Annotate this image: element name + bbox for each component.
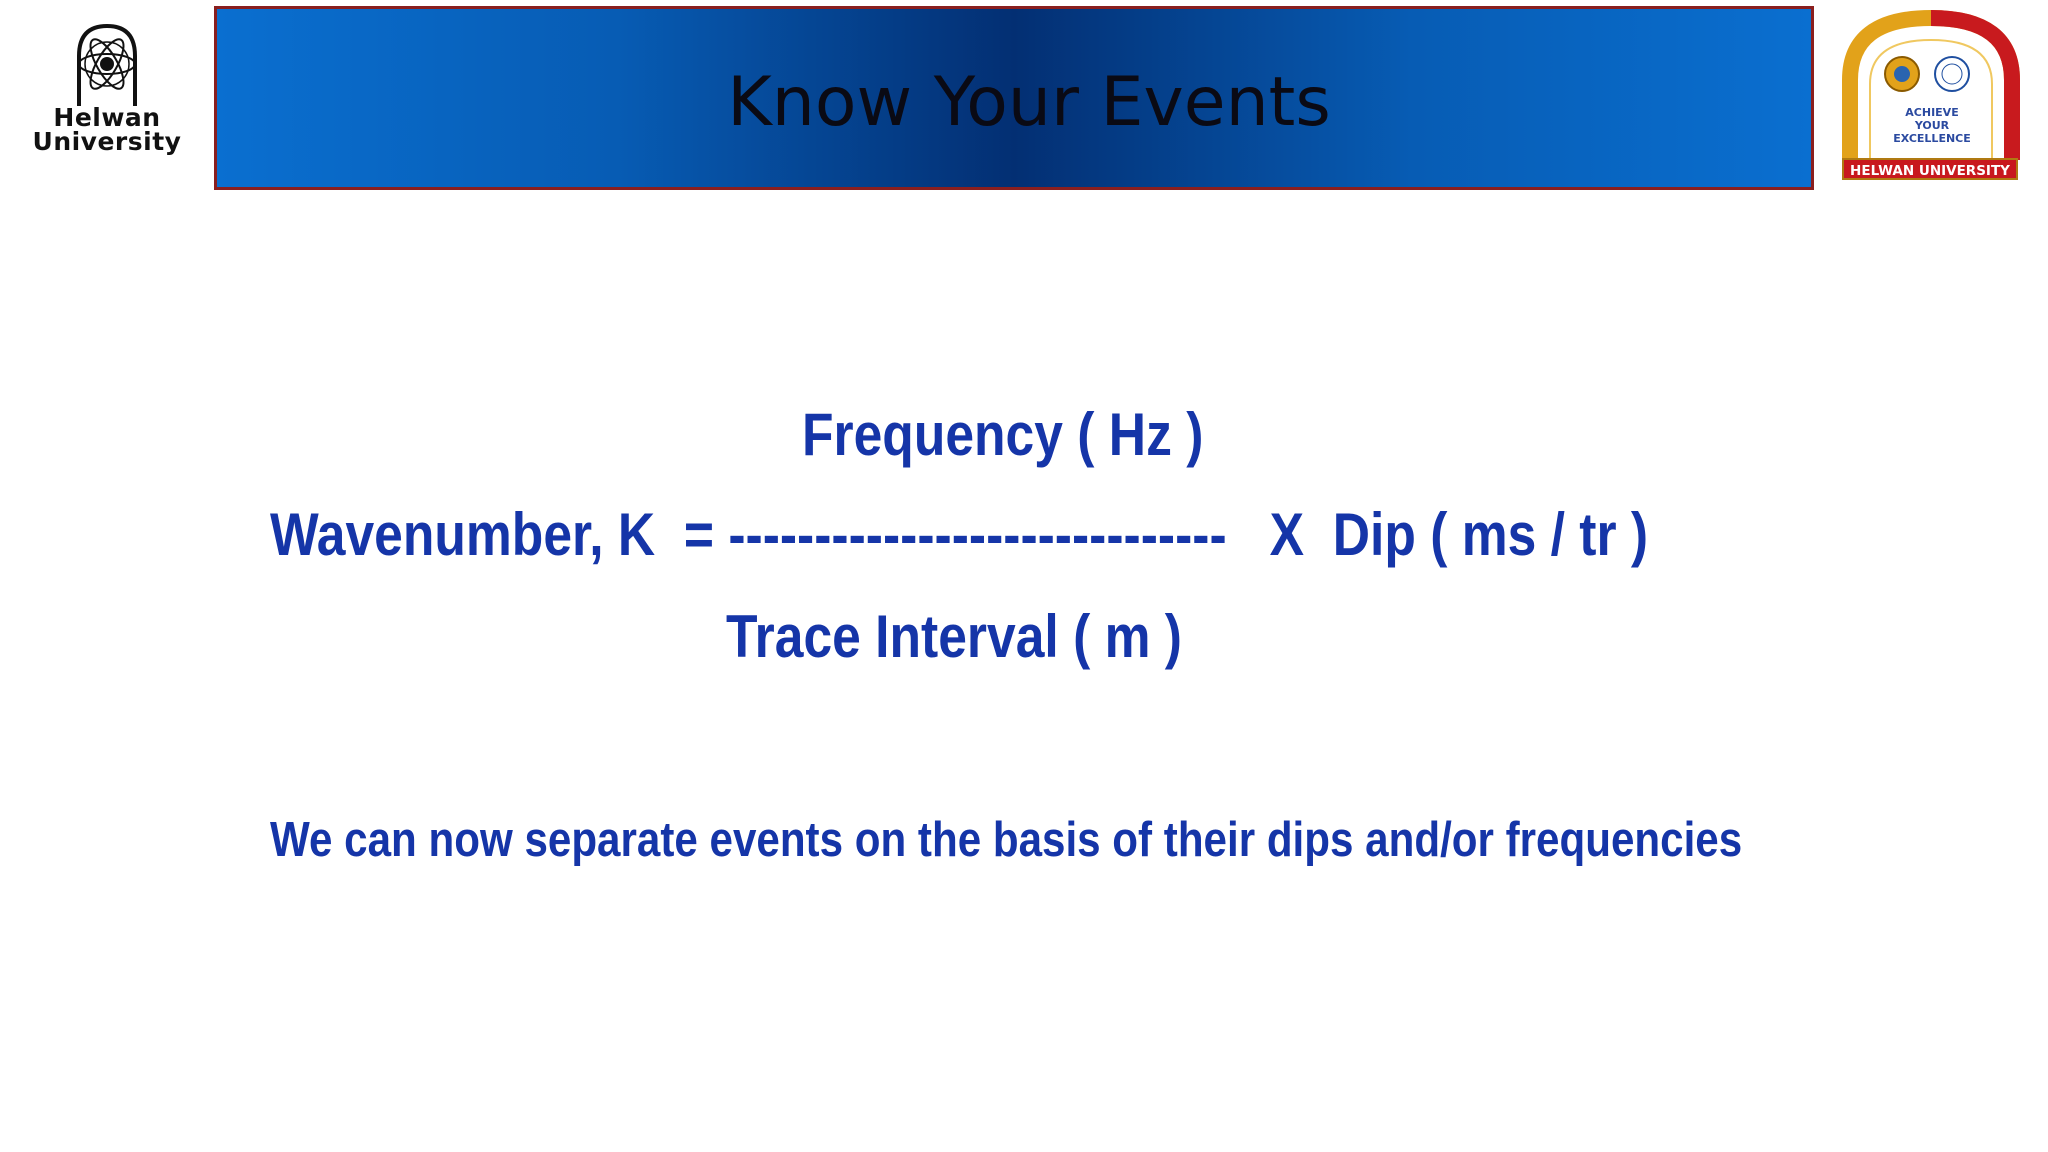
motto-line-3: EXCELLENCE [1893, 132, 1971, 145]
formula-denominator: Trace Interval ( m ) [726, 603, 1182, 670]
slide-title: Know Your Events [727, 62, 1331, 142]
society-logo [1842, 10, 2020, 182]
logo-line-1: Helwan [53, 103, 161, 132]
motto-line-2: YOUR [1914, 119, 1950, 132]
society-motto [1882, 106, 1982, 145]
society-badge-label: HELWAN UNIVERSITY [1842, 158, 2018, 180]
title-banner [214, 6, 1814, 190]
summary-statement: We can now separate events on the basis of their dips and/or frequencies [270, 813, 1743, 867]
formula-numerator: Frequency ( Hz ) [802, 401, 1204, 468]
logo-line-2: University [32, 127, 182, 156]
atom-emblem-icon [67, 22, 147, 106]
motto-line-1: ACHIEVE [1905, 106, 1959, 119]
formula-main-line: Wavenumber, K = ----------------------------- X Dip ( ms / tr ) [270, 501, 1649, 568]
helwan-university-logo [32, 22, 182, 162]
